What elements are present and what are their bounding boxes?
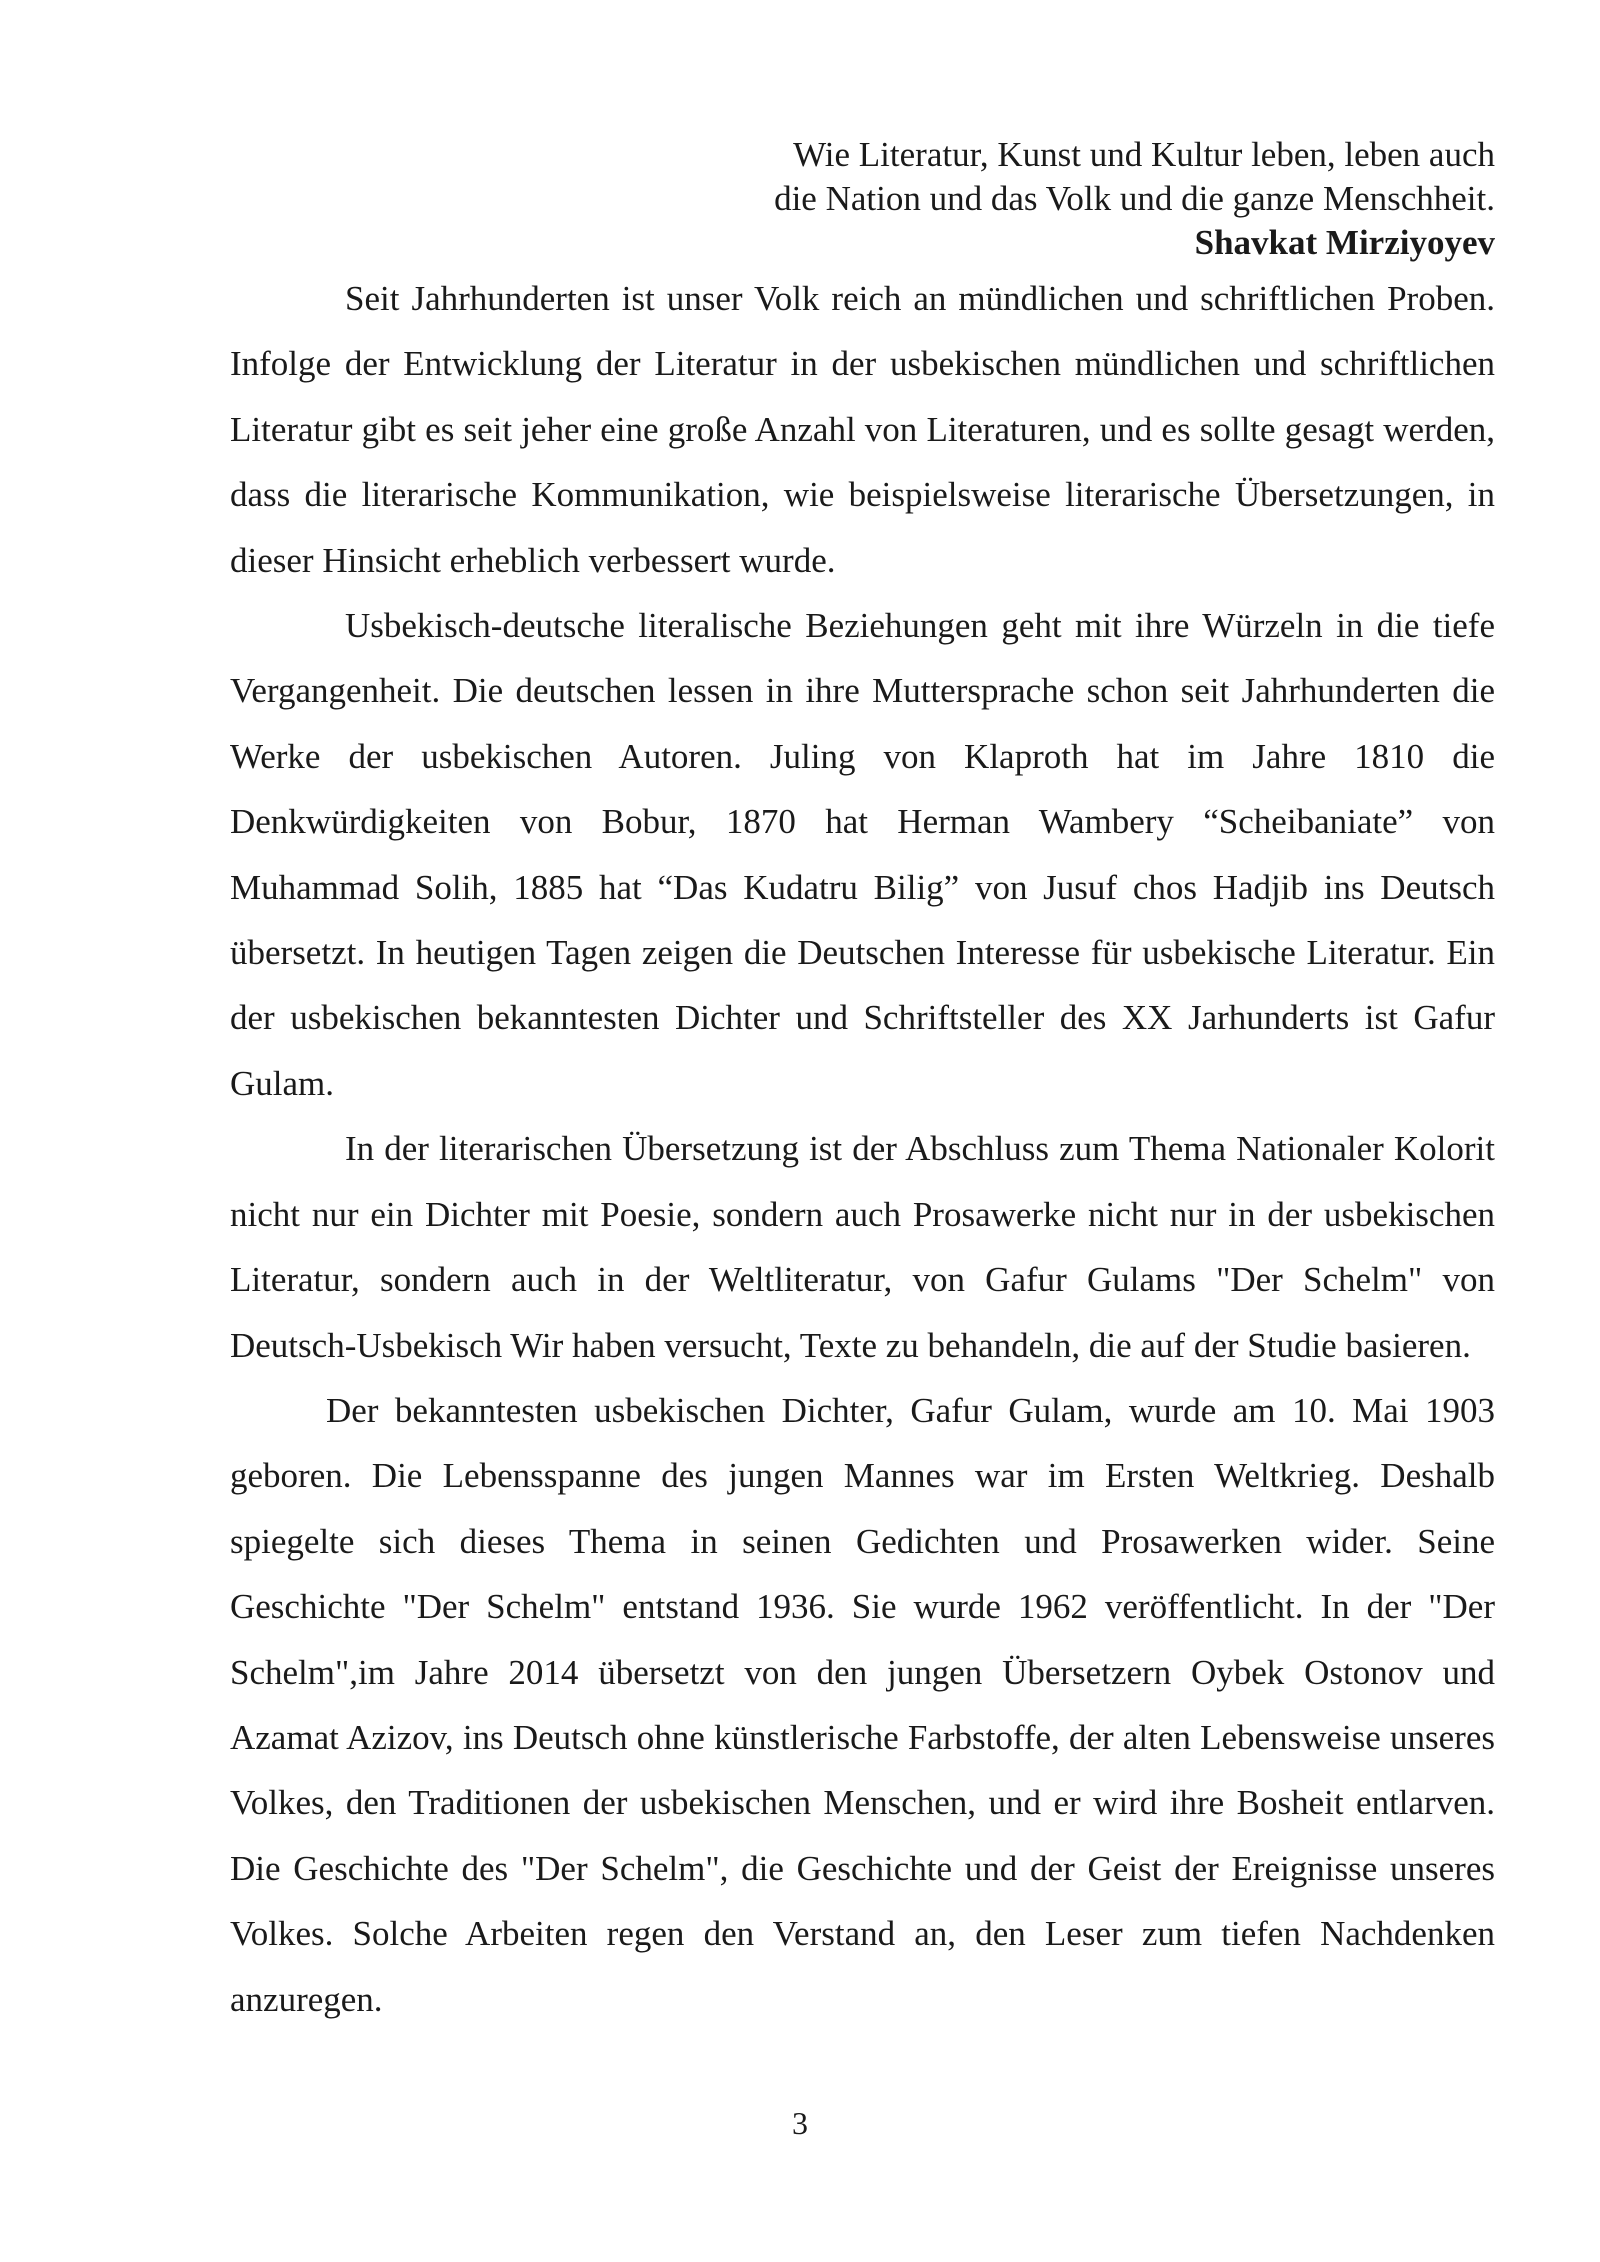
body-text [230,266,1495,2032]
epigraph-author: Shavkat Mirziyoyev [1194,223,1495,262]
paragraph: In der literarischen Übersetzung ist der Abschluss zum Thema Nationaler Kolorit nicht nur ein Dichter mit Poesie, sondern auch Prosawerke nicht nur in der usbekischen Literatur, sondern auch in der Weltliteratur, von Gafur Gulams "Der Schelm" von Deutsch-Usbekisch Wir haben versucht, Texte zu behandeln, die auf der Studie basieren. [230,1129,1495,1365]
paragraph: Seit Jahrhunderten ist unser Volk reich an mündlichen und schriftlichen Proben. Infolge der Entwicklung der Literatur in der usbekischen mündlichen und schriftlichen Literatur gibt es seit jeher eine große Anzahl von Literaturen, und es sollte gesagt werden, dass die literarische Kommunikation, wie beispielsweise literarische Übersetzungen, in dieser Hinsicht erheblich verbessert wurde. [230,279,1495,580]
paragraph: Der bekanntesten usbekischen Dichter, Gafur Gulam, wurde am 10. Mai 1903 geboren. Die Lebensspanne des jungen Mannes war im Ersten Weltkrieg. Deshalb spiegelte sich dieses Thema in seinen Gedichten und Prosawerken wider. Seine Geschichte "Der Schelm" entstand 1936. Sie wurde 1962 veröffentlicht. In der "Der Schelm",im Jahre 2014 übersetzt von den jungen Übersetzern Oybek Ostonov und Azamat Azizov, ins Deutsch ohne künstlerische Farbstoffe, der alten Lebensweise unseres Volkes, den Traditionen der usbekischen Menschen, und er wird ihre Bosheit entlarven. Die Geschichte des "Der Schelm", die Geschichte und der Geist der Ereignisse unseres Volkes. Solche Arbeiten regen den Verstand an, den Leser zum tiefen Nachdenken anzuregen. [230,1390,1495,2019]
epigraph-line: Wie Literatur, Kunst und Kultur leben, leben auch [793,135,1495,174]
paragraph: Usbekisch-deutsche literalische Beziehungen geht mit ihre Würzeln in die tiefe Vergangenheit. Die deutschen lessen in ihre Muttersprache schon seit Jahrhunderten die Werke der usbekischen Autoren. Juling von Klaproth hat im Jahre 1810 die Denkwürdigkeiten von Bobur, 1870 hat Herman Wambery “Scheibaniate” von Muhammad Solih, 1885 hat “Das Kudatru Bilig” von Jusuf chos Hadjib ins Deutsch übersetzt. In heutigen Tagen zeigen die Deutschen Interesse für usbekische Literatur. Ein der usbekischen bekanntesten Dichter und Schriftsteller des XX Jarhunderts ist Gafur Gulam. [230,606,1495,1103]
epigraph-line: die Nation und das Volk und die ganze Menschheit. [774,179,1495,218]
epigraph [230,133,1495,265]
page-number: 3 [792,2105,808,2141]
